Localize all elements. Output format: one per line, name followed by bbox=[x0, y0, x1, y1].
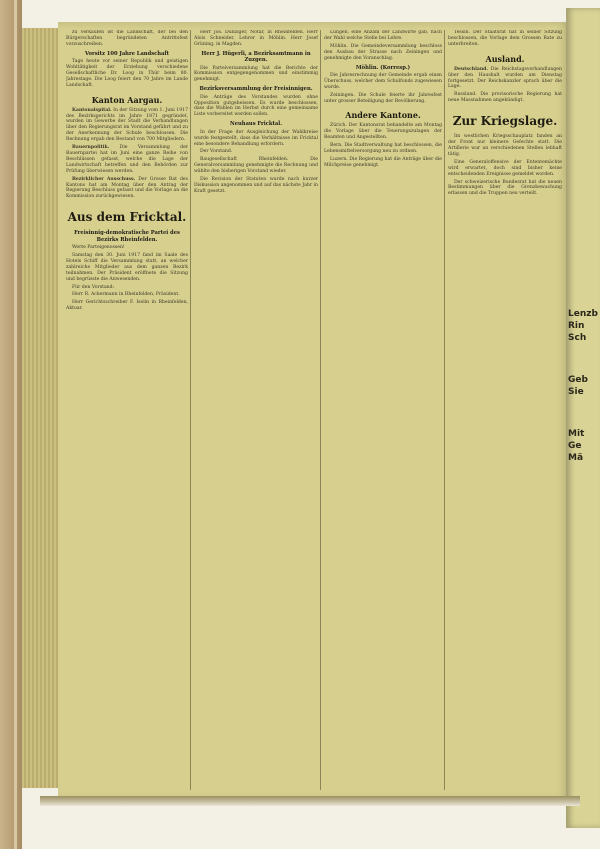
fragment-text: Lenzb bbox=[568, 309, 598, 319]
signature: Herr Gerichtsschreiber F. Iselin in Rheinfelden, Aktuar. bbox=[66, 300, 188, 312]
text: Die Versammlung der Bauernpartei hat im Juni eine ganze Reihe von Beschlüssen gefasst, welche die Lage der Landwirtschaft betreffen und den Behörden zur Prüfung überwiesen werden. bbox=[66, 145, 188, 174]
signoff: Der Vorstand. bbox=[200, 149, 233, 155]
paragraph: Tage heute vor seiner Republik und geistigen Wohltätigkeit der Erziehung verschiedene Gesellschaftliche Dr. Loog in Thür beim 80. Jahrestage. Die Loog feiert den 70 Jahre im Lande Landschaft. bbox=[66, 59, 188, 88]
sub-heading: Herr J. Hügerli, a Bezirksamtmann in Zuzgen. bbox=[201, 50, 311, 64]
article-heading: Vorsitz 100 Jahre Landschaft bbox=[84, 50, 170, 57]
paragraph: Der schweizerische Bundesrat hat die neuen Bestimmungen über die Grenzbewachung erlassen und die Truppen neu verteilt. bbox=[448, 179, 562, 197]
paragraph: Lungen, eine Anzahl der Landwirte gab, nach der Wahl welche Stelle bei Lehre. bbox=[324, 30, 442, 41]
section-title: Aus dem Fricktal. bbox=[67, 210, 187, 225]
fragment-text: Sie bbox=[568, 387, 584, 397]
paragraph bbox=[448, 67, 562, 91]
paragraph: Luzern. Die Regierung hat die Anträge über die Milchpreise genehmigt. bbox=[324, 157, 442, 168]
signoff: Für den Vorstand: bbox=[72, 284, 115, 290]
column-rule bbox=[320, 30, 321, 790]
sub-heading: Neuhaus Fricktal. bbox=[229, 121, 283, 128]
sub-heading: Möhlin. (Korresp.) bbox=[355, 64, 411, 71]
column-4 bbox=[448, 30, 562, 790]
sub-heading: Bezirksversammlung der Freisinnigen. bbox=[199, 86, 313, 93]
paragraph: Samstag den 30. Juni 1917 fand im Saale des Hotels Schiff die Versammlung statt, an welcher zahlreiche Mitglieder aus dem ganzen Bezirk teilnahmen. Der Präsident eröffnete die Sitzung und begrüsste die Anwesenden. bbox=[66, 252, 188, 282]
paragraph: Die Revision der Statuten wurde nach kurzer Diskussion angenommen und auf das nächste Jahr in Kraft gesetzt. bbox=[194, 177, 318, 194]
paragraph bbox=[66, 108, 188, 143]
fragment-text: Mä bbox=[568, 453, 584, 463]
text: In der Sitzung vom 1. Juni 1917 des Bezirksgerichts im Jahre 1871 gegründet, wurden im Gewerbe der Stadt die Verhandlungen über den Regierungsrat im Vorstand geführt und zu der Anerkennung der Schule beschlossen. Die Rechnung ergab den Bestand von 700 Mitgliedern. bbox=[66, 107, 188, 143]
paragraph: Zürich. Der Kantonsrat behandelte am Montag die Vorlage über die Teuerungszulagen der Beamten und Angestellten. bbox=[324, 123, 442, 141]
column-2 bbox=[194, 30, 318, 790]
fragment-text: Sch bbox=[568, 333, 587, 343]
paragraph: Herr Jos. Dunziger, Notar, in Rheinfelden. Herr Alois Schneider, Lehrer in Möhlin. Herr Josef Grüning, in Magden. bbox=[194, 30, 318, 47]
desk-edge bbox=[0, 0, 22, 849]
run-in-title: Kantonalspital. bbox=[72, 107, 112, 113]
run-in-title: Bezirklicher Ausschuss. bbox=[72, 176, 136, 182]
sub-heading: Freisinnig-demokratische Partei des Bezirks Rheinfelden. bbox=[74, 230, 180, 243]
column-1 bbox=[66, 30, 188, 790]
stacked-page-edges bbox=[22, 28, 62, 788]
column-3 bbox=[324, 30, 442, 790]
paragraph: In der Frage der Ausgleichung der Wahlkreise wurde festgestellt, dass die Verhältnisse im Fricktal eine besondere Behandlung erfordern. bbox=[194, 129, 318, 147]
section-title: Ausland. bbox=[485, 53, 525, 64]
greeting: Werte Parteigenossen! bbox=[72, 245, 125, 251]
text: Der Grosse Rat des Kantons hat am Montag über den Antrag der Regierung Beschluss gefasst und die Vorlage an die Kommission zurückgewiesen. bbox=[66, 176, 188, 200]
paragraph bbox=[66, 145, 188, 175]
section-title: Andere Kantone. bbox=[345, 110, 421, 121]
signature: Herr R. Ackermann in Rheinfelden, Präsident. bbox=[72, 292, 180, 298]
fragment-text: Ge bbox=[568, 441, 582, 451]
paragraph: Russland. Die provisorische Regierung hat neue Massnahmen angekündigt. bbox=[448, 92, 562, 104]
paragraph bbox=[66, 177, 188, 201]
paragraph: Die Anträge des Vorstandes wurden ohne Opposition gutgeheissen. Es wurde beschlossen, dass die Wahlen im Herbst durch eine gemeinsame Liste vorbereitet werden sollen. bbox=[194, 94, 318, 118]
column-rule bbox=[444, 30, 445, 790]
paragraph: Die Parteiversammlung hat die Berichte der Kommission entgegengenommen und einstimmig genehmigt. bbox=[194, 65, 318, 83]
paragraph: Tessin. Der Staatsrat hat in seiner Sitzung beschlossen, die Vorlage dem Grossen Rate zu unterbreiten. bbox=[448, 30, 562, 47]
column-rule bbox=[190, 30, 191, 790]
section-title: Kanton Aargau. bbox=[91, 94, 163, 105]
paragraph: Bern. Die Stadtverwaltung hat beschlossen, die Lebensmittelversorgung neu zu ordnen. bbox=[324, 143, 442, 155]
paragraph: Im westlichen Kriegsschauplatz fanden an der Front nur kleinere Gefechte statt. Die Artillerie war an verschiedenen Stellen lebhaft tätig. bbox=[448, 134, 562, 157]
paragraph: Eine Generaloffensive der Ententemächte wird erwartet, doch sind bisher keine entscheidenden Ereignisse gemeldet worden. bbox=[448, 159, 562, 177]
paragraph: Zeiningen. Die Schule feierte ihr Jahresfest unter grosser Beteiligung der Bevölkerung. bbox=[324, 92, 442, 104]
paragraph: Baugesellschaft Rheinfelden. Die Generalversammlung genehmigte die Rechnung und wählte den bisherigen Vorstand wieder. bbox=[194, 157, 318, 175]
paragraph: Möhlin. Die Gemeindeversammlung beschloss den Ausbau der Strasse nach Zeiningen und genehmigte den Voranschlag. bbox=[324, 43, 442, 61]
adjacent-page bbox=[566, 8, 600, 828]
desk-stripe bbox=[14, 0, 17, 849]
run-in-title: Deutschland. bbox=[454, 66, 488, 72]
run-in-title: Bauernpolitik. bbox=[72, 145, 110, 151]
fragment-text: Geb bbox=[568, 375, 588, 385]
section-title: Zur Kriegslage. bbox=[452, 114, 558, 129]
fragment-text: Rin bbox=[568, 321, 585, 331]
paragraph: zu verkaufen ist die Landschaft, der bei den Bürgerschaften begründeten Antrittsfest vorzuschreiben. bbox=[66, 30, 188, 47]
page-bottom-shadow bbox=[40, 796, 580, 806]
paragraph: Die Jahresrechnung der Gemeinde ergab einen Überschuss, welcher dem Schulfonds zugewiesen wurde. bbox=[324, 72, 442, 90]
fragment-text: Mit bbox=[568, 429, 585, 439]
text: Die Reichstagsverhandlungen über den Haushalt wurden am Dienstag fortgesetzt. Der Reichskanzler sprach über die Lage. bbox=[448, 66, 562, 90]
